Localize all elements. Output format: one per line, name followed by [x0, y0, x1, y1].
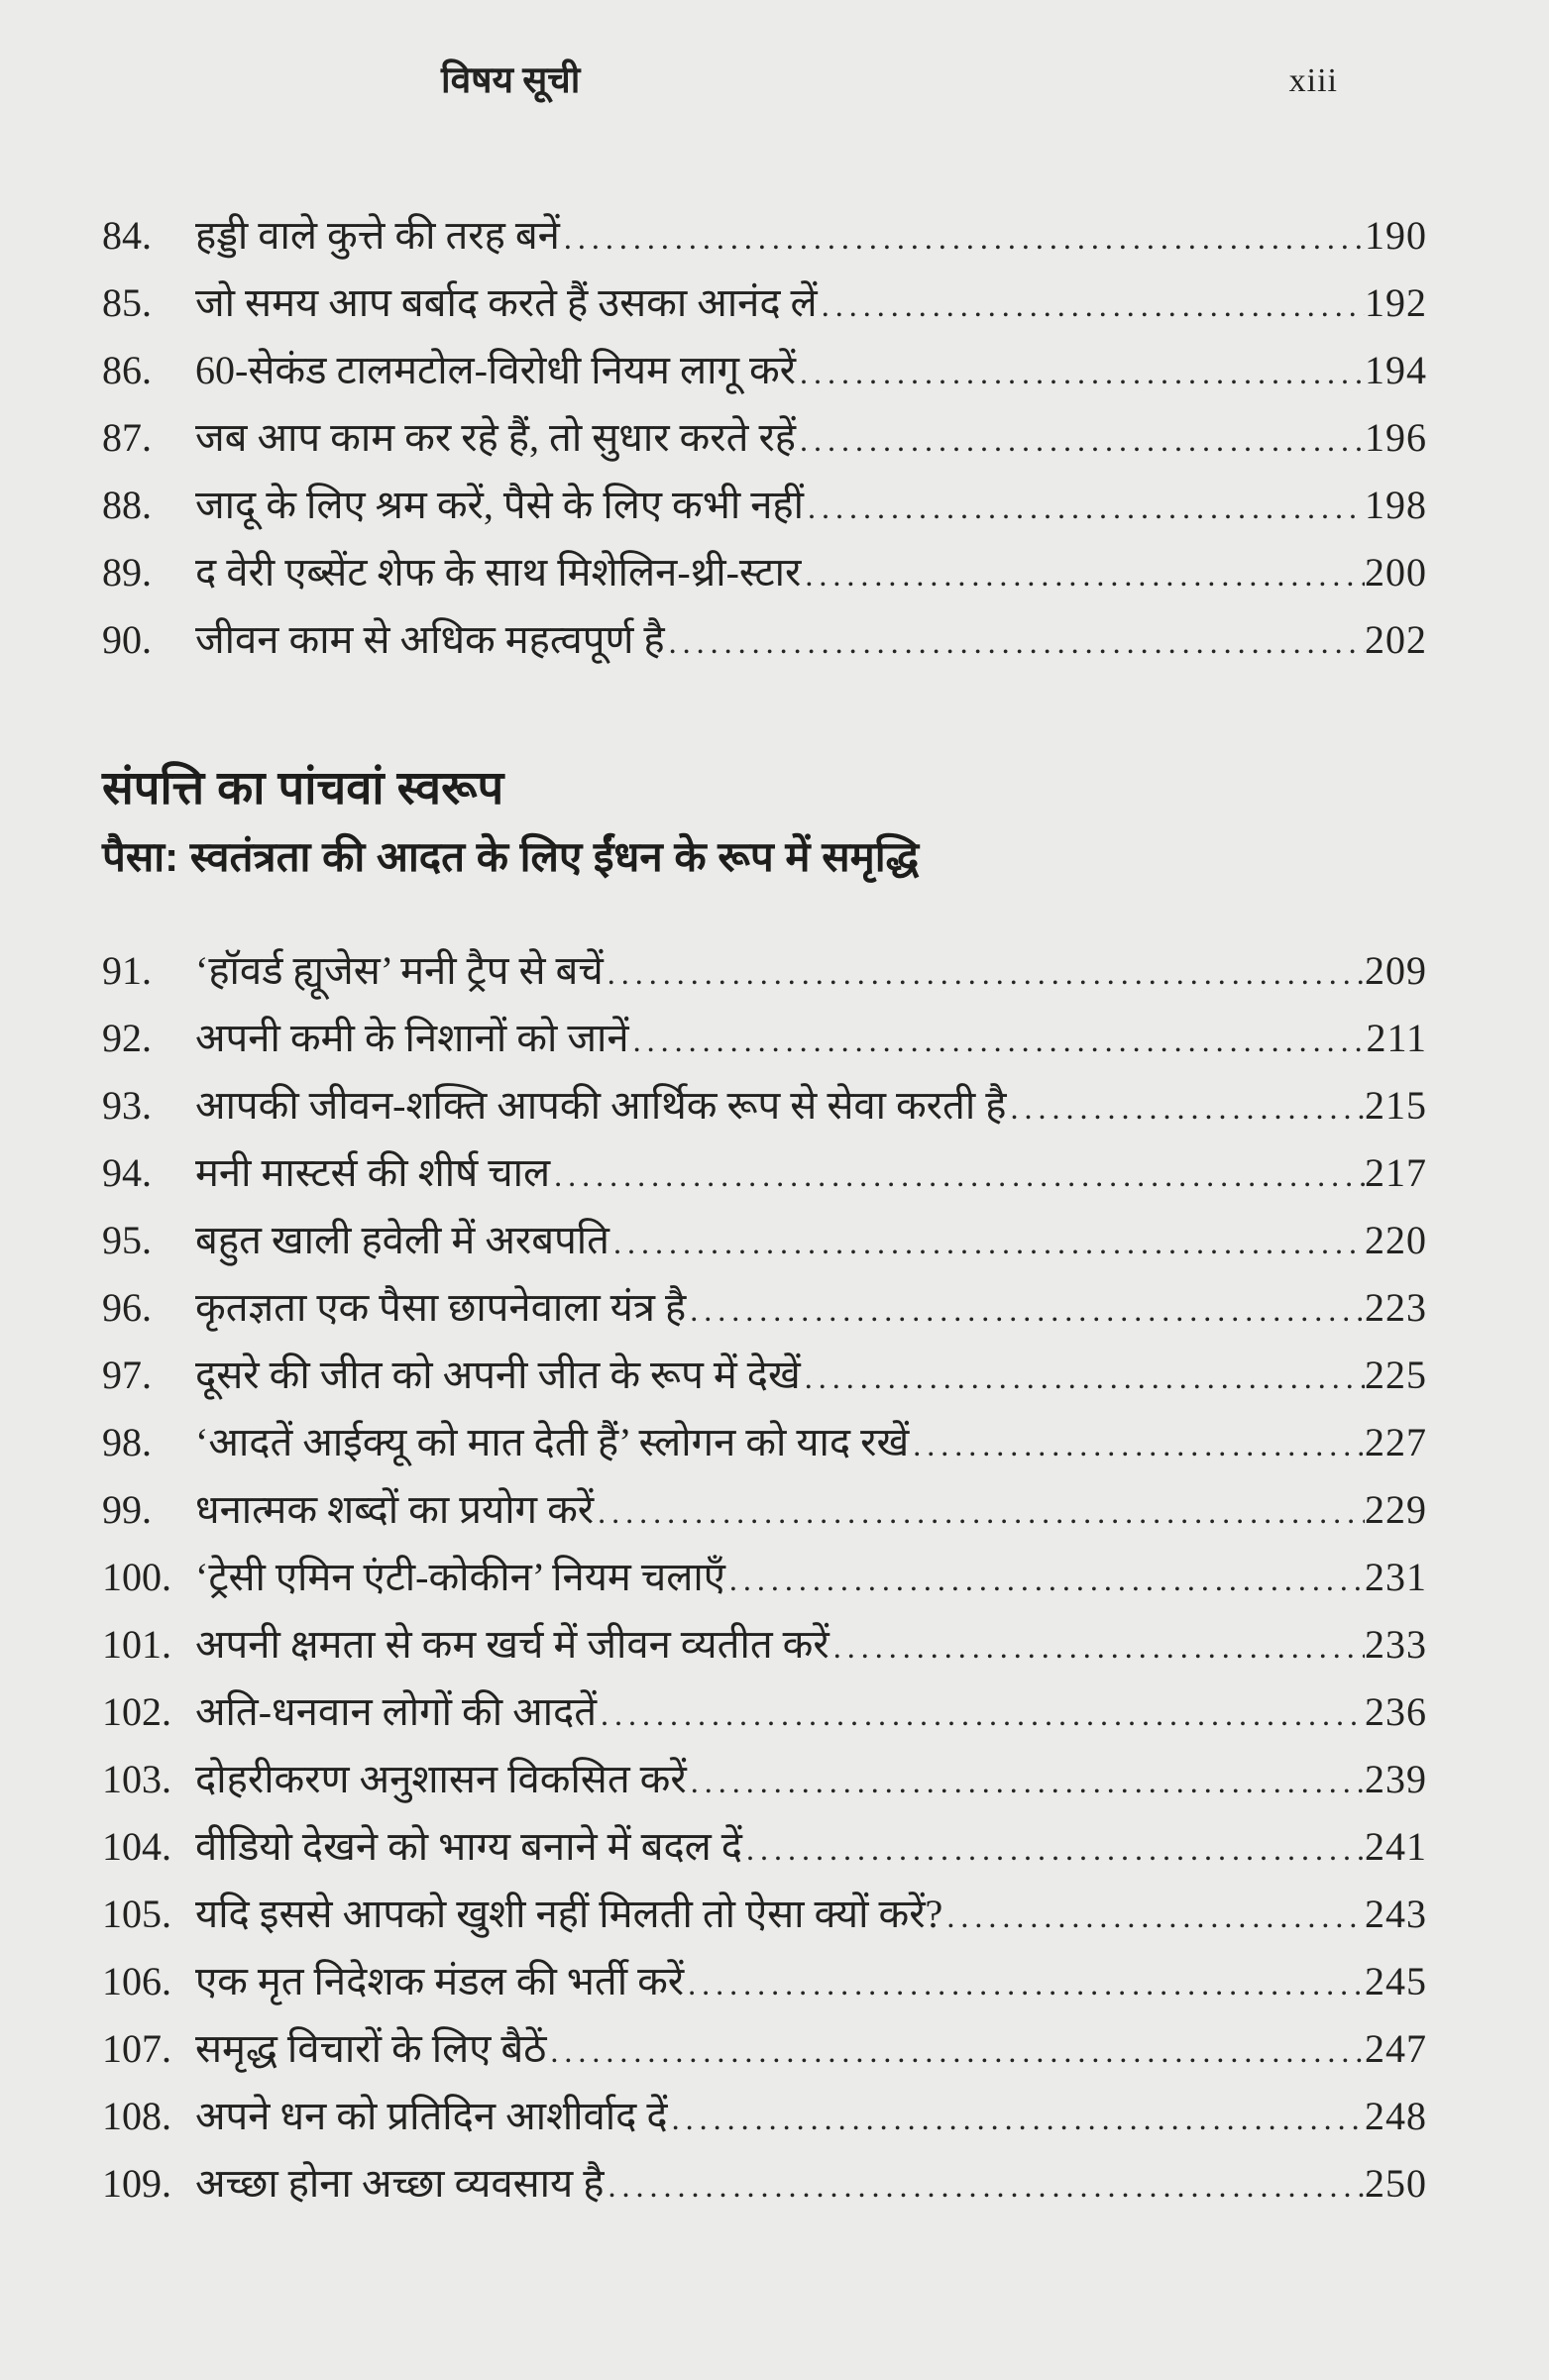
entry-page-number: 248	[1365, 2094, 1427, 2138]
toc-entry	[102, 539, 1427, 606]
entry-number: 102.	[102, 1689, 171, 1734]
entry-title: आपकी जीवन-शक्ति आपकी आर्थिक रूप से सेवा करती है	[195, 1083, 1007, 1128]
table-of-contents	[102, 202, 1427, 2218]
toc-entry	[102, 1005, 1427, 1072]
entry-number: 91.	[102, 948, 152, 993]
entry-page-number: 245	[1365, 1959, 1427, 2003]
dot-leader	[909, 1411, 1365, 1478]
dot-leader	[801, 541, 1365, 608]
toc-entry	[102, 1072, 1427, 1139]
entry-title: द वेरी एब्सेंट शेफ के साथ मिशेलिन-थ्री-स्टार	[195, 550, 802, 595]
entry-number: 92.	[102, 1016, 152, 1060]
entry-page-number: 239	[1365, 1757, 1427, 1801]
entry-title: ‘ट्रेसी एमिन एंटी-कोकीन’ नियम चलाएँ	[195, 1555, 725, 1599]
toc-entry	[102, 270, 1427, 337]
toc-entry	[102, 1611, 1427, 1678]
entry-title: दोहरीकरण अनुशासन विकसित करें	[195, 1757, 687, 1801]
entry-title: जीवन काम से अधिक महत्वपूर्ण है	[195, 617, 665, 662]
section-subheading: पैसा: स्वतंत्रता की आदत के लिए ईंधन के रूप में समृद्धि	[102, 833, 920, 880]
dot-leader	[668, 2085, 1365, 2152]
dot-leader	[560, 204, 1365, 271]
entry-title: धनात्मक शब्दों का प्रयोग करें	[195, 1487, 595, 1532]
entry-number: 84.	[102, 213, 152, 258]
entry-title: यदि इससे आपको खुशी नहीं मिलती तो ऐसा क्यों करें?	[195, 1892, 943, 1936]
toc-list-part2	[102, 937, 1427, 2218]
toc-entry	[102, 472, 1427, 539]
toc-entry	[102, 1274, 1427, 1342]
entry-title: अपने धन को प्रतिदिन आशीर्वाद दें	[195, 2094, 668, 2138]
entry-title: अपनी कमी के निशानों को जानें	[195, 1016, 629, 1060]
entry-title: बहुत खाली हवेली में अरबपति	[195, 1218, 609, 1262]
page-header	[102, 59, 1427, 107]
entry-number: 94.	[102, 1150, 152, 1195]
entry-number: 107.	[102, 2026, 171, 2071]
entry-title: जादू के लिए श्रम करें, पैसे के लिए कभी नहीं	[195, 483, 804, 527]
toc-entry	[102, 1746, 1427, 1813]
entry-page-number: 196	[1365, 415, 1427, 460]
entry-number: 96.	[102, 1285, 152, 1330]
dot-leader	[629, 1007, 1367, 1074]
dot-leader	[942, 1883, 1365, 1950]
toc-entry	[102, 2150, 1427, 2218]
entry-page-number: 241	[1365, 1824, 1427, 1869]
entry-title: अति-धनवान लोगों की आदतें	[195, 1689, 597, 1734]
toc-list-part1	[102, 202, 1427, 674]
entry-page-number: 227	[1365, 1420, 1427, 1464]
entry-title: अपनी क्षमता से कम खर्च में जीवन व्यतीत करें	[195, 1622, 830, 1667]
toc-entry	[102, 937, 1427, 1005]
entry-number: 100.	[102, 1555, 171, 1599]
entry-number: 86.	[102, 348, 152, 392]
entry-number: 87.	[102, 415, 152, 460]
entry-page-number: 202	[1365, 617, 1427, 662]
dot-leader	[609, 1209, 1365, 1276]
entry-number: 85.	[102, 280, 152, 325]
dot-leader	[597, 1680, 1365, 1748]
entry-number: 108.	[102, 2094, 171, 2138]
entry-number: 104.	[102, 1824, 171, 1869]
entry-page-number: 247	[1365, 2026, 1427, 2071]
entry-title: दूसरे की जीत को अपनी जीत के रूप में देखें	[195, 1352, 801, 1397]
dot-leader	[796, 339, 1365, 406]
dot-leader	[742, 1815, 1365, 1883]
page-folio-number: xiii	[1288, 62, 1338, 99]
entry-page-number: 236	[1365, 1689, 1427, 1734]
dot-leader	[818, 271, 1365, 339]
entry-page-number: 194	[1365, 348, 1427, 392]
entry-number: 89.	[102, 550, 152, 595]
toc-entry	[102, 2015, 1427, 2083]
entry-number: 106.	[102, 1959, 171, 2003]
entry-title: जब आप काम कर रहे हैं, तो सुधार करते रहें	[195, 415, 797, 460]
dot-leader	[594, 1478, 1365, 1546]
dot-leader	[1006, 1074, 1365, 1141]
entry-page-number: 198	[1365, 483, 1427, 527]
toc-entry	[102, 1207, 1427, 1274]
entry-page-number: 211	[1366, 1016, 1427, 1060]
running-head-title: विषय सूची	[441, 60, 581, 101]
entry-page-number: 209	[1365, 948, 1427, 993]
entry-page-number: 233	[1365, 1622, 1427, 1667]
dot-leader	[725, 1546, 1365, 1613]
entry-title: 60-सेकंड टालमटोल-विरोधी नियम लागू करें	[195, 348, 797, 392]
toc-entry	[102, 1476, 1427, 1544]
entry-title: ‘आदतें आईक्यू को मात देती हैं’ स्लोगन को याद रखें	[195, 1420, 910, 1464]
toc-entry	[102, 606, 1427, 674]
toc-entry	[102, 1881, 1427, 1948]
dot-leader	[546, 2017, 1365, 2085]
toc-entry	[102, 1948, 1427, 2015]
toc-entry	[102, 337, 1427, 404]
entry-page-number: 231	[1365, 1555, 1427, 1599]
dot-leader	[665, 608, 1365, 676]
dot-leader	[804, 474, 1365, 541]
toc-entry	[102, 1342, 1427, 1409]
entry-page-number: 192	[1365, 280, 1427, 325]
dot-leader	[686, 1276, 1365, 1344]
dot-leader	[687, 1748, 1365, 1815]
entry-number: 101.	[102, 1622, 171, 1667]
entry-number: 93.	[102, 1083, 152, 1128]
entry-page-number: 243	[1365, 1892, 1427, 1936]
entry-number: 88.	[102, 483, 152, 527]
entry-page-number: 200	[1365, 550, 1427, 595]
toc-entry	[102, 202, 1427, 270]
entry-page-number: 229	[1365, 1487, 1427, 1532]
entry-title: जो समय आप बर्बाद करते हैं उसका आनंद लें	[195, 280, 818, 325]
entry-title: वीडियो देखने को भाग्य बनाने में बदल दें	[195, 1824, 743, 1869]
toc-entry	[102, 1544, 1427, 1611]
dot-leader	[550, 1141, 1365, 1209]
entry-title: ‘हॉवर्ड ह्यूजेस’ मनी ट्रैप से बचें	[195, 948, 604, 993]
entry-title: कृतज्ञता एक पैसा छापनेवाला यंत्र है	[195, 1285, 687, 1330]
entry-number: 105.	[102, 1892, 171, 1936]
toc-entry	[102, 1678, 1427, 1746]
toc-entry	[102, 2083, 1427, 2150]
entry-page-number: 220	[1365, 1218, 1427, 1262]
entry-number: 90.	[102, 617, 152, 662]
entry-title: मनी मास्टर्स की शीर्ष चाल	[195, 1150, 551, 1195]
toc-entry	[102, 1139, 1427, 1207]
entry-number: 97.	[102, 1352, 152, 1397]
entry-number: 109.	[102, 2161, 171, 2206]
entry-title: हड्डी वाले कुत्ते की तरह बनें	[195, 213, 560, 258]
entry-page-number: 225	[1365, 1352, 1427, 1397]
entry-number: 103.	[102, 1757, 171, 1801]
dot-leader	[830, 1613, 1365, 1680]
toc-entry	[102, 1409, 1427, 1476]
entry-title: एक मृत निदेशक मंडल की भर्ती करें	[195, 1959, 685, 2003]
dot-leader	[801, 1344, 1365, 1411]
toc-entry	[102, 1813, 1427, 1881]
dot-leader	[796, 406, 1365, 474]
entry-page-number: 223	[1365, 1285, 1427, 1330]
entry-page-number: 190	[1365, 213, 1427, 258]
entry-title: समृद्ध विचारों के लिए बैठें	[195, 2026, 547, 2071]
entry-page-number: 250	[1365, 2161, 1427, 2206]
entry-number: 98.	[102, 1420, 152, 1464]
entry-title: अच्छा होना अच्छा व्यवसाय है	[195, 2161, 605, 2206]
entry-number: 95.	[102, 1218, 152, 1262]
dot-leader	[604, 939, 1365, 1007]
entry-number: 99.	[102, 1487, 152, 1532]
section-heading: संपत्ति का पांचवां स्वरूप	[102, 761, 504, 813]
dot-leader	[684, 1950, 1365, 2017]
dot-leader	[604, 2152, 1365, 2219]
entry-page-number: 215	[1365, 1083, 1427, 1128]
toc-entry	[102, 404, 1427, 472]
entry-page-number: 217	[1365, 1150, 1427, 1195]
